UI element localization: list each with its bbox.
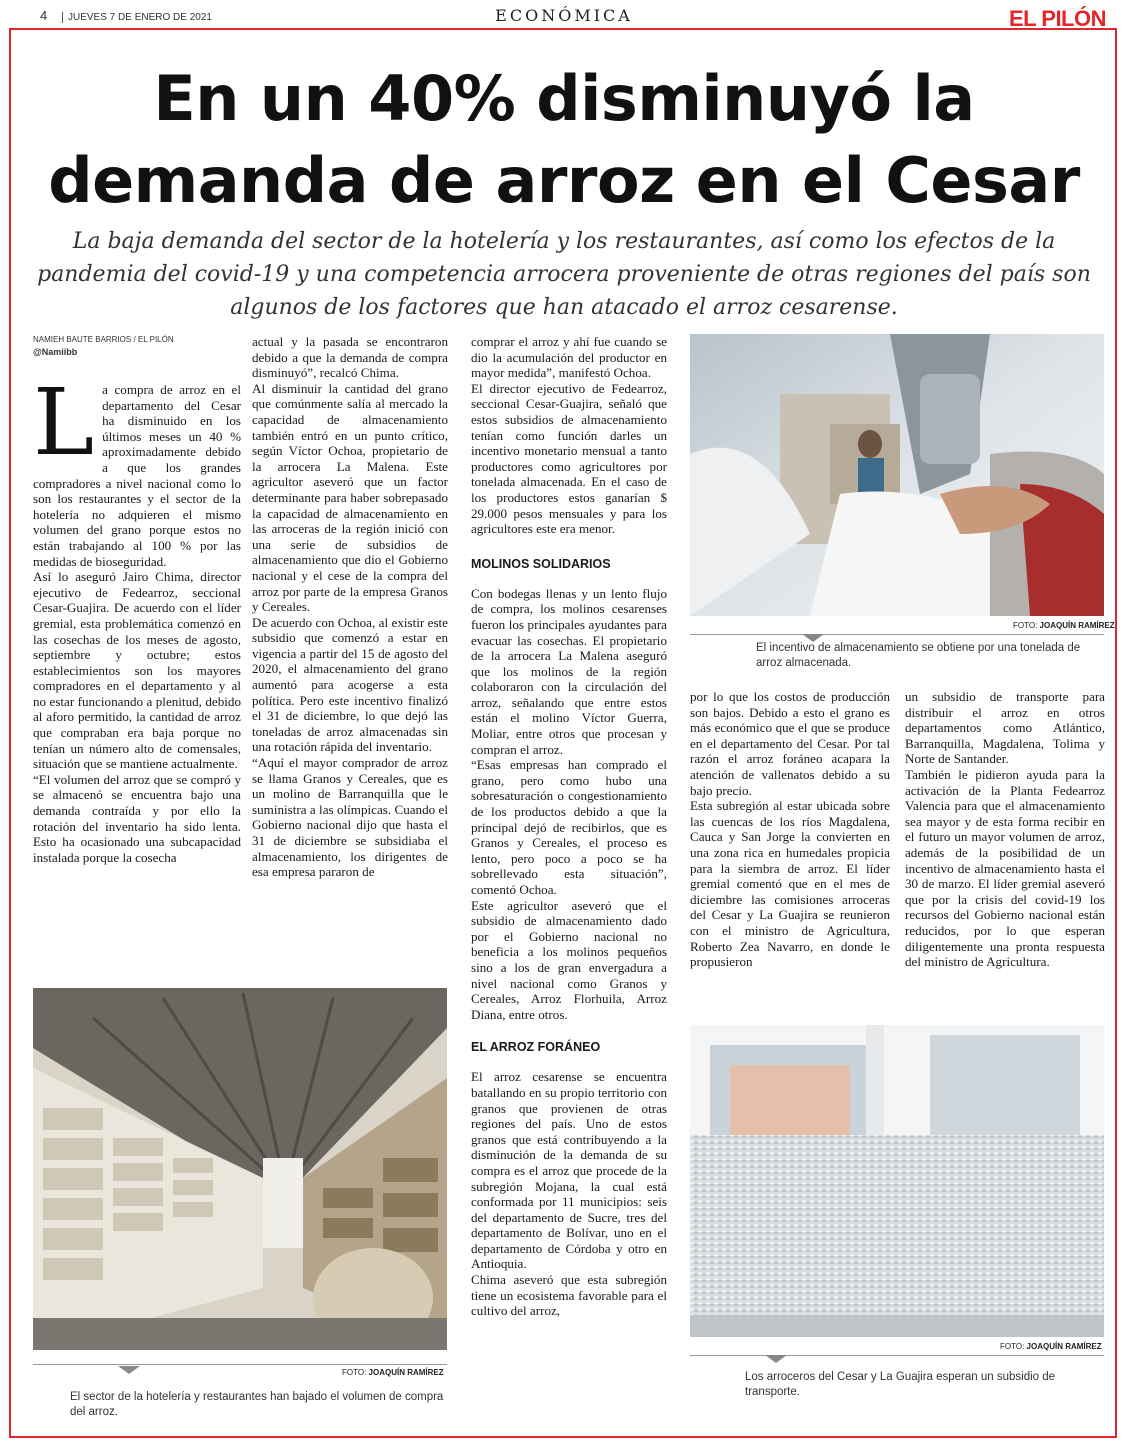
column-3: [471, 334, 667, 1319]
photo-warehouse-image: [33, 988, 447, 1350]
subtitle-molinos: MOLINOS SOLIDARIOS: [471, 556, 611, 571]
paragraph: De acuerdo con Ochoa, al existir este subsidio que comenzó a estar en vigencia a partir del 15 de agosto del 2020, el almacenamiento del grano aumentó para acogerse a esta política. Pero este incentivo finalizó el 31 de diciembre, lo que dejó las toneladas de arroz almacenadas sin una rotación rápida del inventario.: [252, 614, 448, 755]
credit-label: FOTO:: [1000, 1342, 1025, 1351]
paragraph: Así lo aseguró Jairo Chima, director ejecutivo de Fedearroz, seccional Cesar-Guajira. De acuerdo con el líder gremial, esta problemática comenzó en las cosechas de los meses de agosto, septiembre y octubre; estos establecimientos son los mayores compradores en el departamento y al no estar funcionando a plenitud, debido al aforo permitido, la cantidad de arroz que compraban era baja porque no tenían un número alto de comensales, situación que se mantiene actualmente.: [33, 569, 241, 772]
caption-divider: [690, 1355, 1104, 1356]
paragraph: Este agricultor aseveró que el subsidio de almacenamiento dado por el Gobierno nacional no beneficia a los molinos pequeños sino a los de gran envergadura a nivel nacional como Granos y Cereales, Arroz Florhuila, Arroz Diana, entre otros.: [471, 897, 667, 1022]
byline: [33, 334, 174, 358]
column-1: [33, 369, 241, 865]
photo-credit: [1013, 621, 1115, 630]
subheadline: La baja demanda del sector de la hotelería y los restaurantes, así como los efectos de la pandemia del covid-19 y una competencia arrocera proveniente de otras regiones del país son algunos de los factores que han atacado el arroz cesarense.: [37, 229, 1091, 320]
credit-label: FOTO:: [342, 1368, 367, 1377]
paragraph: por lo que los costos de producción son bajos. Debido a esto el grano es más económico que el que se produce en el departamento del Cesar. Por tal razón el arroz foráneo acapara la atención de vallenatos debido a su bajo precio.: [690, 689, 890, 798]
paragraph: “El volumen del arroz que se compró y se almacenó se encuentra bajo una demanda contraída y por ello la rotación del inventario ha sido lenta. Esto ha ocasionado una subcapacidad instalada porque la cosecha: [33, 771, 241, 865]
photo-credit: [1000, 1342, 1102, 1351]
caption-arrow-icon: [118, 1366, 140, 1374]
photo-rice-grains: [690, 1025, 1104, 1337]
credit-name: JOAQUÍN RAMÍREZ: [368, 1368, 444, 1377]
paragraph: “Esas empresas han comprado el grano, pero como hubo una sobresaturación o congestionamiento de los productos debido a que la principal dejó de recibirlos, que es Granos y Cereales, el proceso es lento, pero poco a poco se ha sobrellevado esta situación”, comentó Ochoa.: [471, 757, 667, 897]
credit-name: JOAQUÍN RAMÍREZ: [1039, 621, 1115, 630]
photo-caption: El sector de la hotelería y restaurantes han bajado el volumen de compra del arroz.: [70, 1391, 444, 1418]
paragraph: “Aquí el mayor comprador de arroz se llama Granos y Cereales, que es un molino de Barranquilla que le suministra a las olímpicas. Cuando el Gobierno nacional dijo que hasta el 31 de diciembre se subsidiaba el almacenamiento, los dirigentes de esa empresa pararon de: [252, 755, 448, 880]
page-number: 4: [40, 8, 48, 23]
paragraph: También le pidieron ayuda para la activación de la Planta Fedearroz Valencia para que el almacenamiento sea mayor y de esta forma recibir en el futuro un mayor volumen de arroz, además de la posibilidad de un incentivo de almacenamiento hasta el 30 de marzo. El líder gremial aseveró que por la crisis del covid-19 los recursos del Gobierno nacional están reducidos, por lo que esperan diligentemente una pronta respuesta del ministro de Agricultura.: [905, 766, 1105, 970]
headline: En un 40% disminuyó la demanda de arroz en el Cesar: [48, 62, 1080, 217]
section-name: ECONÓMICA: [495, 6, 633, 25]
author-handle: @Namiibb: [33, 347, 78, 357]
paragraph: actual y la pasada se encontraron debido a que la demanda de compra disminuyó”, recalcó Chima.: [252, 334, 448, 381]
credit-label: FOTO:: [1013, 621, 1038, 630]
photo-caption: Los arroceros del Cesar y La Guajira esperan un subsidio de transporte.: [745, 1371, 1056, 1398]
caption-divider: [33, 1364, 447, 1365]
credit-name: JOAQUÍN RAMÍREZ: [1026, 1342, 1102, 1351]
paragraph: un subsidio de transporte para distribuir el arroz en otros departamentos como Atlántico, Barranquilla, Magdalena, Tolima y Norte de Santander.: [905, 689, 1105, 767]
paragraph: Al disminuir la cantidad del grano que comúnmente salía al mercado la capacidad de almacenamiento también entró en un punto crítico, según Víctor Ochoa, propietario de la arrocera La Malena. Este agricultor aseveró que un factor determinante para haber sobrepasado la capacidad de almacenamiento en las arroceras de la región inició con una serie de subsidios de almacenamiento que dio el Gobierno nacional y el cese de la compra del arroz por parte de la empresa Granos y Cereales.: [252, 380, 448, 615]
paragraph: comprar el arroz y ahí fue cuando se dio la acumulación del productor en mayor medida”, manifestó Ochoa.: [471, 334, 667, 381]
photo-rice-grains-image: [690, 1025, 1104, 1337]
photo-caption: El incentivo de almacenamiento se obtiene por una tonelada de arroz almacenada.: [756, 642, 1081, 669]
paragraph: El director ejecutivo de Fedearroz, seccional Cesar-Guajira, señaló que estos subsidios de almacenamiento tenían como función darles un incentivo monetario mensual a tanto productores como agricultores por tonelada almacenada. En el caso de los productores estos ganarían $ 29.000 pesos mensuales y para los agricultores este era menor.: [471, 380, 667, 537]
caption-divider: [690, 634, 1104, 635]
subtitle-arroz-foraneo: EL ARROZ FORÁNEO: [471, 1040, 601, 1055]
caption-arrow-icon: [765, 1355, 787, 1363]
paragraph: Chima aseveró que esta subregión tiene un ecosistema favorable para el cultivo del arroz,: [471, 1272, 667, 1319]
photo-rice-bagging-image: [690, 334, 1104, 616]
date-line: JUEVES 7 DE ENERO DE 2021: [62, 12, 212, 23]
paragraph: Esta subregión al estar ubicada sobre las cuencas de los ríos Magdalena, Cauca y San Jorge la convierten en una zona rica en humedales propicia para la siembra de arroz. El líder gremial comentó que en el mes de diciembre las comisiones arroceras del Cesar y La Guajira se reunieron con el ministro de Agricultura, Roberto Zea Navarro, en donde le propusieron: [690, 798, 890, 970]
drop-cap: L: [33, 369, 95, 476]
author: NAMIEH BAUTE BARRIOS / EL PILÓN: [33, 335, 174, 344]
column-4: [690, 689, 890, 970]
column-2: [252, 334, 448, 880]
paragraph: El arroz cesarense se encuentra batallando en su propio territorio con granos que provienen de otras regiones del país. Uno de estos granos que está contribuyendo a la disminución de la demanda de su compra es el arroz que procede de la subregión Mojana, la cual está conformada por 11 municipios: seis del departamento de Sucre, tres del departamento de Bolívar, uno en el departamento de Córdoba y otro en Antioquia.: [471, 1069, 667, 1272]
paragraph: Con bodegas llenas y un lento flujo de compra, los molinos cesarenses fueron los principales ayudantes para evacuar las cosechas. El propietario de la arrocera La Malena aseguró que los molinos de la región colaboraron con la circulación del arroz, señalando que entre estos están el molino Víctor Guerra, Moliar, entre otros que procesan y compran el arroz.: [471, 585, 667, 757]
photo-credit: [342, 1368, 444, 1377]
photo-rice-bagging: [690, 334, 1104, 616]
column-5: [905, 689, 1105, 970]
paragraph: a compra de arroz en el departamento del Cesar ha disminuido en los últimos meses un 40 % aproximadamente debido a que los grandes compradores a nivel nacional como lo son los restaurantes y el sector de la hotelería no adquieren el mismo volumen del grano porque estos no están trabajando al 100 % por las medidas de bioseguridad.: [33, 382, 241, 569]
photo-warehouse: [33, 988, 447, 1350]
newspaper-logo: EL PILÓN: [1008, 6, 1106, 31]
